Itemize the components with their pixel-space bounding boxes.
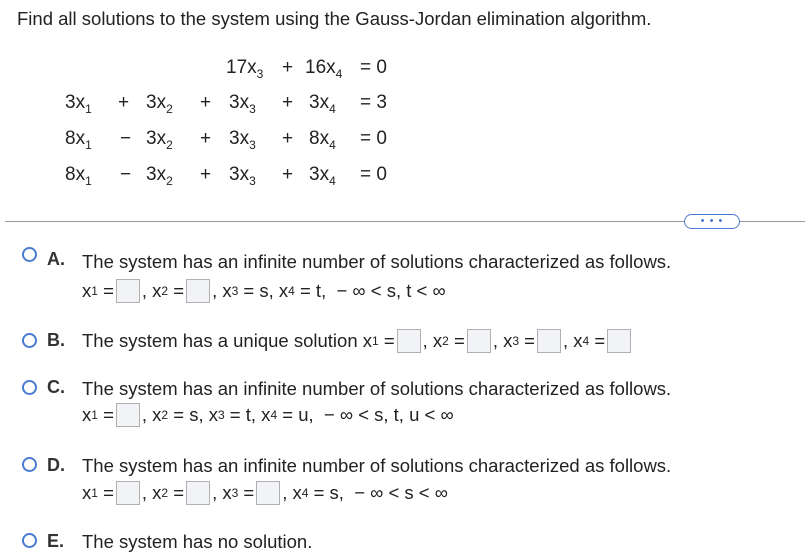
option-b-letter: B. xyxy=(47,330,65,350)
op-3: + xyxy=(282,92,294,113)
op-1: − xyxy=(120,128,132,149)
term-x2 xyxy=(146,128,173,150)
term-x1-sub: 1 xyxy=(85,174,92,188)
term-x3-sub: 3 xyxy=(249,102,256,116)
op-3: + xyxy=(282,57,294,78)
option-c-text: The system has an infinite number of solutions characterized as follows. xyxy=(82,378,672,399)
term-x1-coef: 8x xyxy=(65,128,86,149)
radio-option-c[interactable] xyxy=(22,380,37,395)
a-x3-value: = s, x xyxy=(238,280,289,301)
term-x2-coef: 3x xyxy=(146,128,167,149)
term-x4 xyxy=(305,57,342,79)
term-x1-coef: 3x xyxy=(65,92,86,113)
term-x4-sub: 4 xyxy=(329,174,336,188)
rhs: = 0 xyxy=(360,128,387,149)
op-2: + xyxy=(200,164,212,185)
d-x1-eq: = xyxy=(97,482,114,503)
term-x2-sub: 2 xyxy=(166,102,173,116)
op-2: + xyxy=(200,92,212,113)
answer-box-b-x2[interactable] xyxy=(467,329,491,353)
d-x4-value: = s, − ∞ < s < ∞ xyxy=(308,482,448,503)
term-x4-coef: 16x xyxy=(305,57,336,78)
rhs: = 0 xyxy=(360,57,387,78)
term-x4-sub: 4 xyxy=(329,138,336,152)
b-x1-eq: = xyxy=(378,330,395,351)
d-x2-eq: = xyxy=(168,482,185,503)
b-x2-eq: = xyxy=(448,330,465,351)
radio-option-e[interactable] xyxy=(22,533,37,548)
term-x3-coef: 3x xyxy=(229,128,250,149)
term-x1-sub: 1 xyxy=(85,102,92,116)
option-a-letter: A. xyxy=(47,249,65,269)
term-x3 xyxy=(229,92,256,114)
term-x3-sub: 3 xyxy=(249,138,256,152)
term-x4 xyxy=(309,92,336,114)
term-x4-coef: 3x xyxy=(309,92,330,113)
answer-box-d-x3[interactable] xyxy=(256,481,280,505)
term-x4 xyxy=(309,128,336,150)
term-x1 xyxy=(65,92,92,114)
b-x4-label: , x xyxy=(562,330,583,351)
answer-box-d-x1[interactable] xyxy=(116,481,140,505)
answer-box-b-x3[interactable] xyxy=(537,329,561,353)
term-x3 xyxy=(226,57,263,79)
b-x3-label: , x xyxy=(492,330,513,351)
option-c-letter: C. xyxy=(47,377,65,397)
d-x1-label: x xyxy=(82,482,92,503)
b-x4-eq: = xyxy=(589,330,606,351)
option-a-text: The system has an infinite number of solutions characterized as follows. xyxy=(82,251,672,272)
term-x3-sub: 3 xyxy=(249,174,256,188)
term-x1-sub: 1 xyxy=(85,138,92,152)
term-x4-sub: 4 xyxy=(329,102,336,116)
op-1: − xyxy=(120,164,132,185)
a-x2-label: , x xyxy=(141,280,162,301)
term-x1 xyxy=(65,128,92,150)
op-1: + xyxy=(118,92,130,113)
term-x2 xyxy=(146,164,173,186)
term-x3 xyxy=(229,164,256,186)
answer-box-a-x2[interactable] xyxy=(186,279,210,303)
option-d-answer-line: x 1 = , x 2 = , x 3 = , x 4 = s, − ∞ < s < ∞ xyxy=(82,482,448,503)
option-c-answer-line: x 1 = , x 2 = s, x 3 = t, x 4 = u, − ∞ < s, t, u < ∞ xyxy=(82,404,454,425)
radio-option-b[interactable] xyxy=(22,333,37,348)
term-x1-coef: 8x xyxy=(65,164,86,185)
a-x1-label: x xyxy=(82,280,92,301)
option-d-letter: D. xyxy=(47,455,65,475)
option-e xyxy=(0,528,805,559)
op-2: + xyxy=(200,128,212,149)
c-x1-eq: = xyxy=(97,404,114,425)
term-x4-coef: 8x xyxy=(309,128,330,149)
term-x2-coef: 3x xyxy=(146,92,167,113)
op-3: + xyxy=(282,128,294,149)
term-x3-coef: 3x xyxy=(229,164,250,185)
term-x4-sub: 4 xyxy=(335,67,343,81)
c-x1-label: x xyxy=(82,404,92,425)
term-x2-sub: 2 xyxy=(166,174,173,188)
d-x3-label: , x xyxy=(212,482,232,503)
question-instruction: Find all solutions to the system using the Gauss-Jordan elimination algorithm. xyxy=(17,8,652,29)
answer-box-b-x1[interactable] xyxy=(397,329,421,353)
term-x3-coef: 3x xyxy=(229,92,250,113)
term-x4-coef: 3x xyxy=(309,164,330,185)
d-x2-label: , x xyxy=(141,482,162,503)
a-x4-value: = t, − ∞ < s, t < ∞ xyxy=(294,280,446,301)
c-x2-label: , x xyxy=(141,404,162,425)
term-x2 xyxy=(146,92,173,114)
option-a-answer-line: x 1 = , x 2 = , x 3 = s, x 4 = t, − ∞ < s, t < ∞ xyxy=(82,280,446,301)
b-x3-eq: = xyxy=(519,330,535,351)
op-3: + xyxy=(282,164,294,185)
d-x4-label: , x xyxy=(282,482,302,503)
term-x3-sub: 3 xyxy=(256,67,264,81)
d-x3-eq: = xyxy=(238,482,255,503)
c-x3-value: = t, x xyxy=(224,404,271,425)
rhs: = 3 xyxy=(360,92,387,113)
answer-box-c-x1[interactable] xyxy=(116,403,140,427)
a-x1-eq: = xyxy=(97,280,114,301)
option-e-letter: E. xyxy=(47,531,65,551)
radio-option-a[interactable] xyxy=(22,247,37,262)
c-x4-value: = u, − ∞ < s, t, u < ∞ xyxy=(277,404,454,425)
option-b-text: The system has a unique solution x xyxy=(82,330,372,351)
term-x2-coef: 3x xyxy=(146,164,167,185)
b-x2-label: , x xyxy=(422,330,443,351)
term-x1 xyxy=(65,164,92,186)
term-x3 xyxy=(229,128,256,150)
c-x2-value: = s, x xyxy=(168,404,218,425)
option-d-text: The system has an infinite number of solutions characterized as follows. xyxy=(82,455,672,476)
term-x4 xyxy=(309,164,336,186)
answer-box-a-x1[interactable] xyxy=(116,279,140,303)
a-x3-label: , x xyxy=(212,280,232,301)
term-x3-coef: 17x xyxy=(226,57,257,78)
answer-box-d-x2[interactable] xyxy=(186,481,210,505)
radio-option-d[interactable] xyxy=(22,457,37,472)
term-x2-sub: 2 xyxy=(166,138,173,152)
answer-box-b-x4[interactable] xyxy=(607,329,631,353)
option-e-text: The system has no solution. xyxy=(82,531,313,552)
a-x2-eq: = xyxy=(168,280,185,301)
rhs: = 0 xyxy=(360,164,387,185)
option-a xyxy=(0,243,805,303)
more-button[interactable]: • • • xyxy=(684,214,740,229)
option-b-line: The system has a unique solution x 1 = , x 2 = , x 3 = , x 4 = xyxy=(82,329,633,353)
